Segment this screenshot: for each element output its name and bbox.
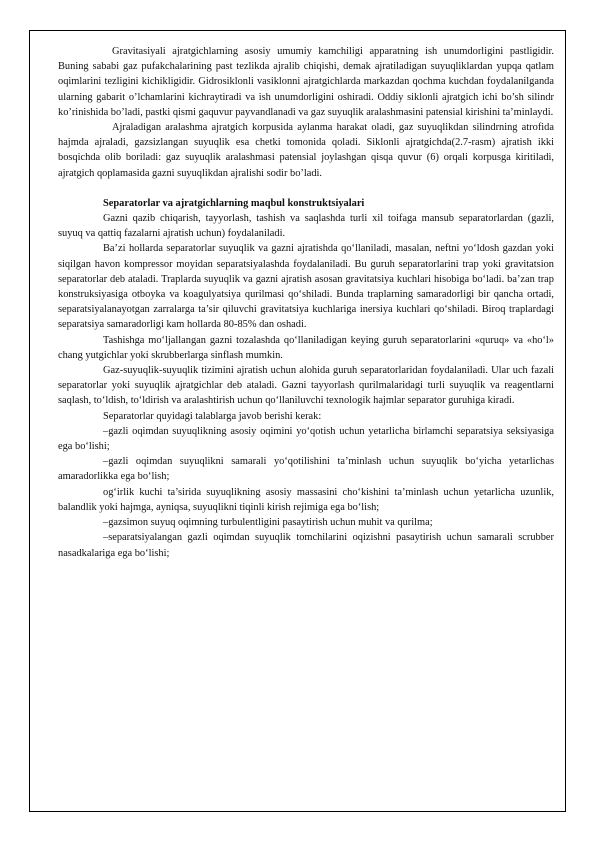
paragraph-7: Separatorlar quyidagi talablarga javob berishi kerak: — [103, 410, 322, 422]
paragraph-1: Gravitasiyali ajratgichlarning asosiy umumiy kamchiligi apparatning ish unumdorligini pastligidir. Buning sababi gaz pufakchalarining past tezlikda ajralib chiqishi, demak ajratiladigan suyuqliklardan yupqa qatlam oqimlarini tezligini kichikligidir. Gidrosiklonli vasiklonni ajratgichlarda markazdan qochma kuchdan foydalanilganda ularning gabarit o’lchamlarini kichraytiradi va ish unumdorligini oshiradi. Oddiy siklonli ajratgich ichi bo’sh silindr ko’rinishida bo’ladi, pastki qismi gaquvur payvandlanadi va gaz suyuqlik aralashmasini patensial kirishini ta’minlaydi. — [58, 46, 554, 118]
paragraph-4: Ba’zi hollarda separatorlar suyuqlik va gazni ajratishda qo‘llaniladi, masalan, neftni yo‘ldosh gazdan yoki siqilgan havon kompressor moyidan separatsiyalashda foydalaniladi. Bu guruh separatorlarini trap yoki gravitatsion separatorlar deb ataladi. Traplarda suyuqlik va gazni ajratish asosan gravitatsiya kuchlari hisobiga bo‘ladi. ba’zan trap konstruksiyasiga otboyka va koagulyatsiya qurilmasi qo‘shiladi. Bunda traplarning samaradorligi bir qancha ortadi, separatsiyalanayotgan zarralarga ta’sir qiluvchi gravitatsiya kuchlariga inersiya kuchlari qo‘shiladi. Biroq traplardagi separatsiya samaradorligi kam hollarda 80-85% dan oshadi. — [58, 243, 554, 331]
list-item-4: –gazsimon suyuq oqimning turbulentligini pasaytirish uchun muhit va qurilma; — [103, 517, 433, 529]
spacer — [58, 181, 554, 196]
list-item-3: og‘irlik kuchi ta’sirida suyuqlikning asosiy massasini cho‘kishini ta’minlash uchun yetarlicha uzunlik, balandlik yoki hajmga, ayniqsa, suyuqlikni tiqinli kirish rejimiga ega bo‘lish; — [58, 486, 554, 513]
list-item-5: –separatsiyalangan gazli oqimdan suyuqlik tomchilarini oqizishni pasaytirish uchun samarali scrubber nasadkalariga ega bo‘lishi; — [58, 532, 554, 559]
document-body — [58, 44, 554, 561]
list-item-2: –gazli oqimdan suyuqlikni samarali yo‘qotilishini ta’minlash uchun suyuqlik bo‘yicha yetarlichas amaradorlikka ega bo‘lish; — [58, 456, 554, 483]
paragraph-2: Ajraladigan aralashma ajratgich korpusida aylanma harakat oladi, gaz suyuqlikdan silindrning atrofida hajmda ajraladi, gazsizlangan suyuqlik esa chetki tomonida qoladi. Siklonli ajratgichda(2.7-rasm) ajratish ikki bosqichda olib boriladi: gaz suyuqlik aralashmasi patensial joylashgan qisqa quvur (6) orqali korpusga kiritiladi, ajratgich qoplamasida gazni suyuqlikdan ajralishi sodir bo’ladi. — [58, 122, 554, 179]
list-item-1: –gazli oqimdan suyuqlikning asosiy oqimini yo‘qotish uchun yetarlicha birlamchi separatsiya seksiyasiga ega bo‘lishi; — [58, 425, 554, 453]
paragraph-3: Gazni qazib chiqarish, tayyorlash, tashish va saqlashda turli xil toifaga mansub separatorlardan (gazli, suyuq va qattiq fazalarni ajratish uchun) foydalaniladi. — [58, 213, 554, 240]
section-heading: Separatorlar va ajratgichlarning maqbul konstruktsiyalari — [103, 197, 365, 209]
paragraph-6: Gaz-suyuqlik-suyuqlik tizimini ajratish uchun alohida guruh separatorlaridan foydalaniladi. Ular uch fazali separatorlar yoki suyuqlik ajratgichlar deb ataladi. Gazni tayyorlash qurilmalaridagi turli suyuqlik va reagentlarni saqlash, to‘ldish, to‘ldirish va aralashtirish uchun qo‘llaniluvchi texnologik hajmlar separator guruhiga kiradi. — [58, 365, 554, 407]
paragraph-5: Tashishga mo‘ljallangan gazni tozalashda qo‘llaniladigan keying guruh separatorlarini «quruq» va «ho‘l» chang yutgichlar yoki skrubberlarga sinflash mumkin. — [58, 334, 554, 361]
